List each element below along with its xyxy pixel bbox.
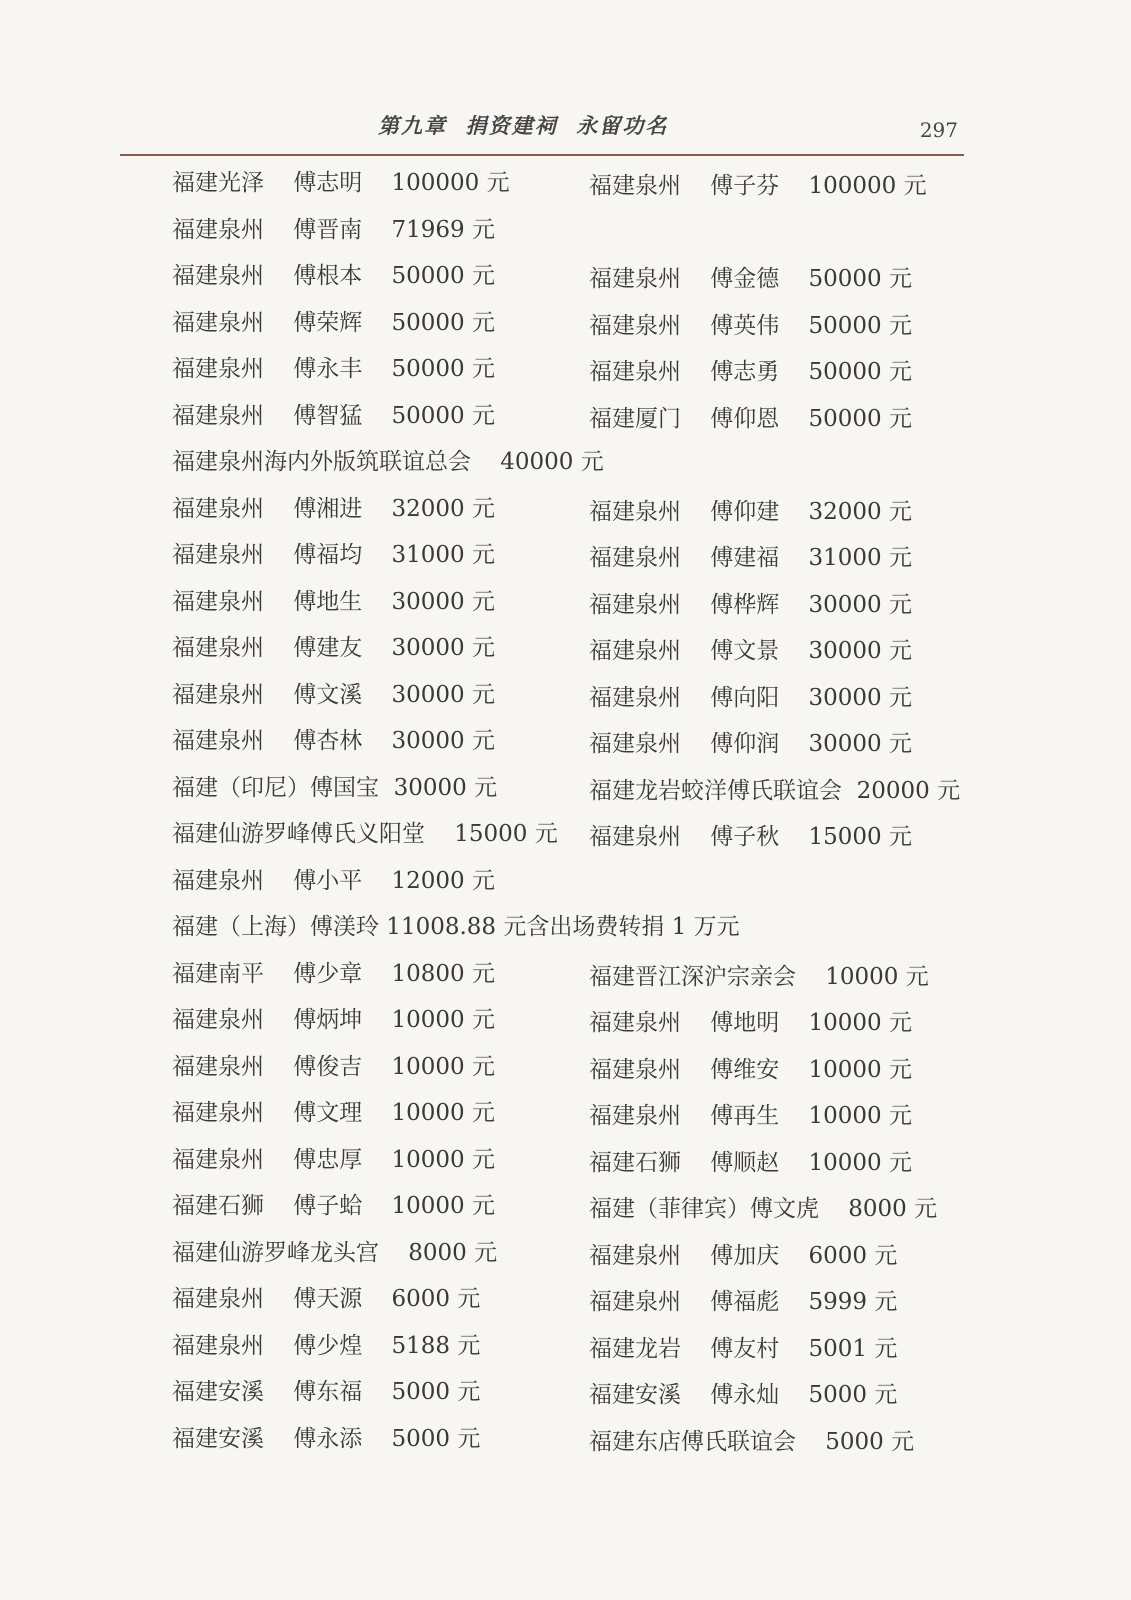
donor-entry-left: 福建泉州 傅智猛 50000 元 xyxy=(172,403,495,429)
donor-entry-left: 福建（印尼）傅国宝 30000 元 xyxy=(172,775,498,801)
donor-entry-right: 福建泉州 傅金德 50000 元 xyxy=(589,266,912,292)
donor-entry-right: 福建安溪 傅永灿 5000 元 xyxy=(589,1382,898,1408)
donor-entry-right: 福建泉州 傅子芬 100000 元 xyxy=(589,173,927,199)
donor-entry-left: 福建（上海）傅渼玲 11008.88 元含出场费转捐 1 万元 xyxy=(172,914,740,940)
donor-entry-left: 福建石狮 傅子蛤 10000 元 xyxy=(172,1193,495,1219)
donor-entry-right: 福建泉州 傅再生 10000 元 xyxy=(589,1103,912,1129)
donor-entry-left: 福建泉州 傅荣辉 50000 元 xyxy=(172,310,495,336)
donor-entry-left: 福建光泽 傅志明 100000 元 xyxy=(172,170,510,196)
donor-entry-left: 福建泉州 傅文溪 30000 元 xyxy=(172,682,495,708)
header-rule xyxy=(120,154,964,156)
donor-entry-right: 福建东店傅氏联谊会 5000 元 xyxy=(589,1429,915,1455)
donor-entry-left: 福建泉州 傅炳坤 10000 元 xyxy=(172,1007,495,1033)
donor-entry-left: 福建仙游罗峰龙头宫 8000 元 xyxy=(172,1240,498,1266)
donor-entry-left: 福建泉州 傅根本 50000 元 xyxy=(172,263,495,289)
donor-entry-right: 福建龙岩 傅友村 5001 元 xyxy=(589,1336,898,1362)
donor-entry-right: 福建泉州 傅建福 31000 元 xyxy=(589,545,912,571)
donor-entry-left: 福建泉州 傅忠厚 10000 元 xyxy=(172,1147,495,1173)
donor-entry-right: 福建厦门 傅仰恩 50000 元 xyxy=(589,406,912,432)
donor-entry-right: 福建泉州 傅向阳 30000 元 xyxy=(589,685,912,711)
donor-entry-right: 福建（菲律宾）傅文虎 8000 元 xyxy=(589,1196,938,1222)
donor-entry-right: 福建泉州 傅英伟 50000 元 xyxy=(589,313,912,339)
donor-entry-right: 福建泉州 傅福彪 5999 元 xyxy=(589,1289,898,1315)
donor-entry-left: 福建泉州 傅天源 6000 元 xyxy=(172,1286,481,1312)
donor-entry-left: 福建安溪 傅东福 5000 元 xyxy=(172,1379,481,1405)
donor-entry-left: 福建泉州 傅少煌 5188 元 xyxy=(172,1333,481,1359)
donor-entry-left: 福建南平 傅少章 10800 元 xyxy=(172,961,495,987)
donor-entry-right: 福建泉州 傅文景 30000 元 xyxy=(589,638,912,664)
donor-entry-left: 福建泉州 傅建友 30000 元 xyxy=(172,635,495,661)
chapter-title: 第九章 捐资建祠 永留功名 xyxy=(378,114,669,138)
donor-entry-right: 福建泉州 傅仰润 30000 元 xyxy=(589,731,912,757)
donor-entry-right: 福建泉州 傅地明 10000 元 xyxy=(589,1010,912,1036)
donor-entry-right: 福建泉州 傅仰建 32000 元 xyxy=(589,499,912,525)
donor-entry-right: 福建泉州 傅子秋 15000 元 xyxy=(589,824,912,850)
donor-entry-right: 福建泉州 傅桦辉 30000 元 xyxy=(589,592,912,618)
donor-entry-left: 福建仙游罗峰傅氏义阳堂 15000 元 xyxy=(172,821,558,847)
donor-entry-left: 福建泉州 傅永丰 50000 元 xyxy=(172,356,495,382)
donor-entry-left: 福建泉州 傅文理 10000 元 xyxy=(172,1100,495,1126)
donor-entry-right: 福建晋江深沪宗亲会 10000 元 xyxy=(589,964,929,990)
donor-entry-right: 福建石狮 傅顺赵 10000 元 xyxy=(589,1150,912,1176)
donor-entry-left: 福建泉州 傅地生 30000 元 xyxy=(172,589,495,615)
donor-entry-left: 福建泉州 傅俊吉 10000 元 xyxy=(172,1054,495,1080)
donor-entry-left: 福建泉州 傅福均 31000 元 xyxy=(172,542,495,568)
donor-entry-right: 福建泉州 傅志勇 50000 元 xyxy=(589,359,912,385)
page-number: 297 xyxy=(919,118,958,142)
donor-entry-left: 福建泉州 傅小平 12000 元 xyxy=(172,868,495,894)
donor-entry-left: 福建泉州 傅晋南 71969 元 xyxy=(172,217,495,243)
donor-entry-left: 福建泉州 傅杏林 30000 元 xyxy=(172,728,495,754)
donor-entry-right: 福建龙岩蛟洋傅氏联谊会 20000 元 xyxy=(589,778,961,804)
page-header xyxy=(120,108,964,158)
donor-entry-right: 福建泉州 傅维安 10000 元 xyxy=(589,1057,912,1083)
donor-entry-left: 福建安溪 傅永添 5000 元 xyxy=(172,1426,481,1452)
donor-entry-left: 福建泉州 傅湘进 32000 元 xyxy=(172,496,495,522)
donor-entry-right: 福建泉州 傅加庆 6000 元 xyxy=(589,1243,898,1269)
donor-entry-left: 福建泉州海内外版筑联谊总会 40000 元 xyxy=(172,449,604,475)
